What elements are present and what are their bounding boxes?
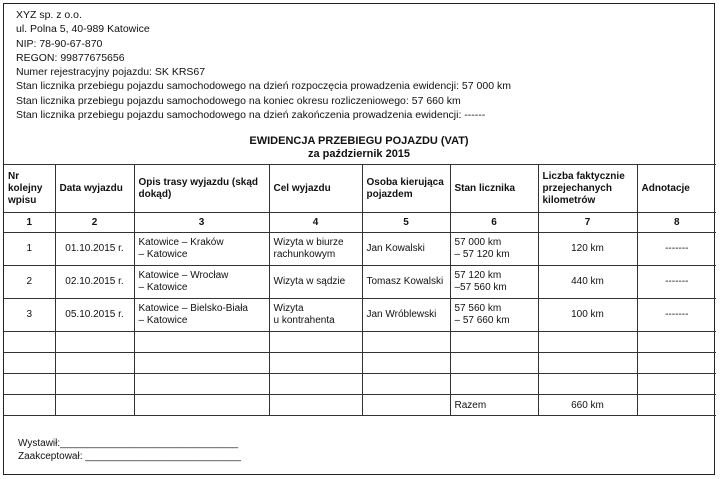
odometer-line: –57 560 km (454, 282, 507, 293)
row-driver: Jan Wróblewski (362, 299, 450, 332)
column-number: 2 (55, 213, 134, 233)
company-nip: NIP: 78-90-67-870 (16, 37, 103, 50)
header-date: Data wyjazdu (55, 165, 134, 213)
document-title (4, 135, 714, 161)
purpose-line: rachunkowym (273, 249, 336, 260)
total-label: Razem (450, 395, 538, 416)
odometer-line: 57 120 km (454, 270, 502, 281)
row-purpose (269, 266, 362, 299)
issued-by-line: Wystawił:________________________________ (18, 438, 239, 449)
empty-row (4, 353, 716, 374)
purpose-line: Wizyta w biurze (273, 237, 344, 248)
odometer-line: 57 000 km (454, 237, 502, 248)
accepted-by-line: Zaakceptował: ____________________________ (18, 451, 241, 462)
company-info (16, 8, 511, 122)
odometer-line: – 57 120 km (454, 249, 510, 260)
route-line: Katowice – Wrocław (138, 270, 229, 281)
odometer-end-record: Stan licznika przebiegu pojazdu samochodowego na dzień zakończenia prowadzenia ewidencji: ------ (16, 109, 486, 122)
odometer-line: – 57 660 km (454, 315, 510, 326)
row-odometer (450, 266, 538, 299)
row-nr: 2 (4, 266, 55, 299)
table-row (4, 233, 716, 266)
row-driver: Tomasz Kowalski (362, 266, 450, 299)
column-number: 5 (362, 213, 450, 233)
title-main: EWIDENCJA PRZEBIEGU POJAZDU (VAT) (249, 135, 469, 147)
route-line: – Katowice (138, 282, 188, 293)
title-period: za październik 2015 (307, 148, 411, 160)
purpose-line: u kontrahenta (273, 315, 335, 326)
purpose-line: Wizyta (273, 303, 304, 314)
row-km: 100 km (538, 299, 637, 332)
odometer-start: Stan licznika przebiegu pojazdu samochodowego na dzień rozpoczęcia prowadzenia ewidencji: 57 000 km (16, 80, 511, 93)
table-row (4, 266, 716, 299)
signature-block (18, 437, 241, 463)
column-number-row (4, 213, 716, 233)
total-km: 660 km (538, 395, 637, 416)
row-driver: Jan Kowalski (362, 233, 450, 266)
column-number: 4 (269, 213, 362, 233)
header-km: Liczba faktycznie przejechanych kilometrów (538, 165, 637, 213)
row-notes: ------- (637, 299, 716, 332)
column-number: 6 (450, 213, 538, 233)
table-row (4, 299, 716, 332)
row-notes: ------- (637, 233, 716, 266)
empty-row (4, 332, 716, 353)
column-number: 7 (538, 213, 637, 233)
row-route (134, 299, 269, 332)
odometer-line: 57 560 km (454, 303, 502, 314)
row-date: 01.10.2015 r. (55, 233, 134, 266)
row-purpose (269, 233, 362, 266)
row-km: 120 km (538, 233, 637, 266)
header-route: Opis trasy wyjazdu (skąd dokąd) (134, 165, 269, 213)
odometer-end-period: Stan licznika przebiegu pojazdu samochodowego na koniec okresu rozliczeniowego: 57 660 km (16, 94, 461, 107)
route-line: – Katowice (138, 315, 188, 326)
row-nr: 3 (4, 299, 55, 332)
row-odometer (450, 299, 538, 332)
header-purpose: Cel wyjazdu (269, 165, 362, 213)
empty-row (4, 374, 716, 395)
purpose-line: Wizyta w sądzie (273, 276, 346, 287)
column-number: 3 (134, 213, 269, 233)
row-date: 02.10.2015 r. (55, 266, 134, 299)
route-line: Katowice – Bielsko-Biała (138, 303, 248, 314)
header-odometer: Stan licznika (450, 165, 538, 213)
row-date: 05.10.2015 r. (55, 299, 134, 332)
header-notes: Adnotacje (637, 165, 716, 213)
route-line: – Katowice (138, 249, 188, 260)
row-nr: 1 (4, 233, 55, 266)
header-nr: Nr kolejny wpisu (4, 165, 55, 213)
vehicle-registration: Numer rejestracyjny pojazdu: SK KRS67 (16, 66, 206, 79)
header-driver: Osoba kierująca pojazdem (362, 165, 450, 213)
column-number: 8 (637, 213, 716, 233)
column-number: 1 (4, 213, 55, 233)
row-odometer (450, 233, 538, 266)
table-header-row (4, 165, 716, 213)
company-regon: REGON: 99877675656 (16, 51, 125, 64)
company-name: XYZ sp. z o.o. (16, 9, 82, 21)
row-purpose (269, 299, 362, 332)
company-address: ul. Polna 5, 40-989 Katowice (16, 23, 150, 36)
row-km: 440 km (538, 266, 637, 299)
mileage-table (4, 164, 716, 416)
row-route (134, 233, 269, 266)
row-route (134, 266, 269, 299)
route-line: Katowice – Kraków (138, 237, 224, 248)
row-notes: ------- (637, 266, 716, 299)
total-row (4, 395, 716, 416)
document-page (3, 3, 715, 475)
